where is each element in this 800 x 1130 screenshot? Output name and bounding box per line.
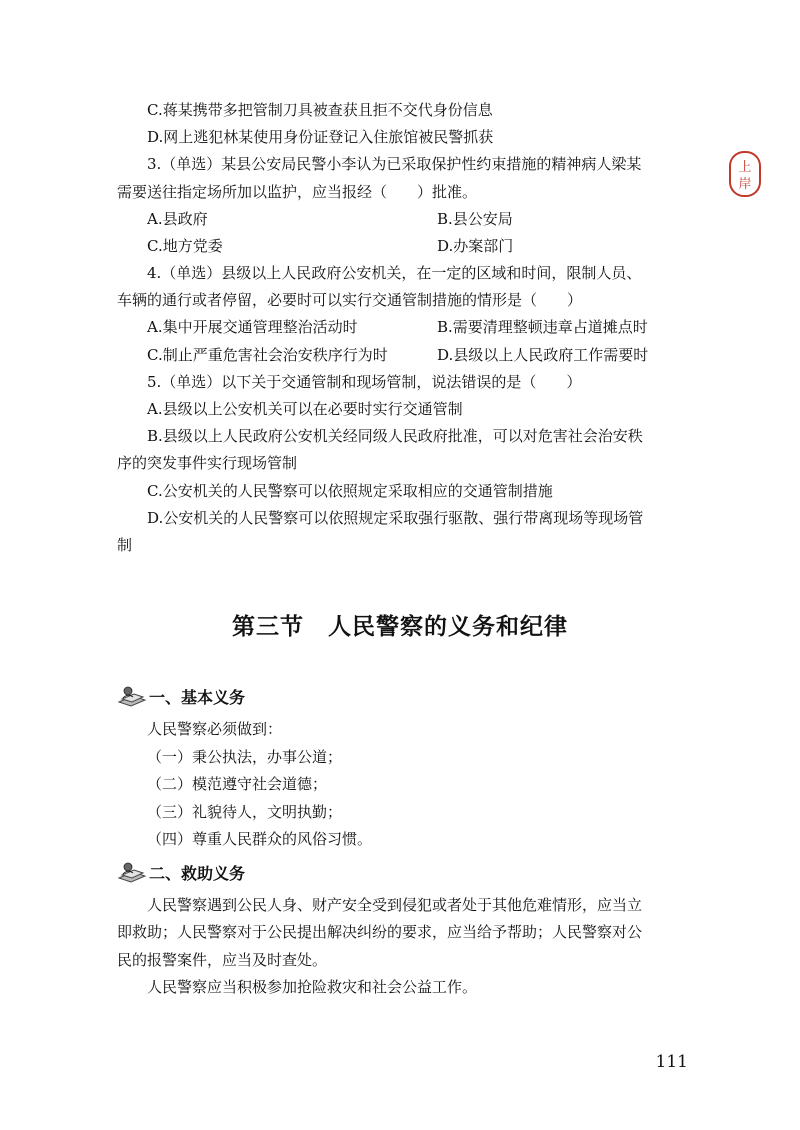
q5-option-d-line2: 制 <box>117 536 133 554</box>
page-number: 111 <box>655 1052 688 1072</box>
heading-basic-duties-text: 一、基本义务 <box>149 687 246 707</box>
basic-duty-item: （一）秉公执法，办事公道； <box>147 748 343 766</box>
q3-option-d: D.办案部门 <box>437 237 514 255</box>
q4-option-c: C.制止严重危害社会治安秩序行为时 <box>147 346 388 364</box>
basic-duty-item: （四）尊重人民群众的风俗习惯。 <box>147 830 373 848</box>
svg-text:岸: 岸 <box>738 177 752 192</box>
q5-option-a: A.县级以上公安机关可以在必要时实行交通管制 <box>147 400 463 418</box>
q3-option-b: B.县公安局 <box>437 210 513 228</box>
q4-stem-line2: 车辆的通行或者停留，必要时可以实行交通管制措施的情形是（ ） <box>117 291 583 309</box>
q5-option-b-line1: B.县级以上人民政府公安机关经同级人民政府批准，可以对危害社会治安秩 <box>147 427 643 445</box>
heading-basic-duties <box>117 683 245 709</box>
stamp-logo <box>728 150 762 202</box>
rescue-para2: 人民警察应当积极参加抢险救灾和社会公益工作。 <box>147 978 478 996</box>
q3-option-c: C.地方党委 <box>147 237 223 255</box>
heading-rescue-duties <box>117 859 245 885</box>
q4-option-d: D.县级以上人民政府工作需要时 <box>437 346 649 364</box>
svg-text:上: 上 <box>738 160 752 175</box>
q4-option-b: B.需要清理整顿违章占道摊点时 <box>437 318 648 336</box>
q5-option-b-line2: 序的突发事件实行现场管制 <box>117 454 298 472</box>
q4-stem-line1: 4.（单选）县级以上人民政府公安机关，在一定的区域和时间，限制人员、 <box>147 264 642 282</box>
q2-option-c: C.蒋某携带多把管制刀具被查获且拒不交代身份信息 <box>147 101 493 119</box>
heading-rescue-duties-text: 二、救助义务 <box>149 863 246 883</box>
q3-stem-line2: 需要送往指定场所加以监护，应当报经（ ）批准。 <box>117 183 478 201</box>
rescue-para1-line3: 民的报警案件，应当及时查处。 <box>117 951 328 969</box>
basic-duty-item: （二）模范遵守社会道德； <box>147 775 328 793</box>
q5-option-d-line1: D.公安机关的人民警察可以依照规定采取强行驱散、强行带离现场等现场管 <box>147 509 644 527</box>
q4-option-a: A.集中开展交通管理整治活动时 <box>147 318 358 336</box>
reading-icon <box>117 685 147 707</box>
rescue-para1-line1: 人民警察遇到公民人身、财产安全受到侵犯或者处于其他危难情形，应当立 <box>147 896 643 914</box>
reading-icon <box>117 861 147 883</box>
section-title: 第三节 人民警察的义务和纪律 <box>232 614 568 640</box>
q5-option-c: C.公安机关的人民警察可以依照规定采取相应的交通管制措施 <box>147 482 553 500</box>
basic-duty-item: （三）礼貌待人，文明执勤； <box>147 803 343 821</box>
q5-stem: 5.（单选）以下关于交通管制和现场管制，说法错误的是（ ） <box>147 373 582 391</box>
q3-option-a: A.县政府 <box>147 210 208 228</box>
rescue-para1-line2: 即救助；人民警察对于公民提出解决纠纷的要求，应当给予帮助；人民警察对公 <box>117 923 643 941</box>
q3-stem-line1: 3.（单选）某县公安局民警小李认为已采取保护性约束措施的精神病人梁某 <box>147 155 642 173</box>
basic-duties-intro: 人民警察必须做到： <box>147 720 283 738</box>
q2-option-d: D.网上逃犯林某使用身份证登记入住旅馆被民警抓获 <box>147 128 494 146</box>
